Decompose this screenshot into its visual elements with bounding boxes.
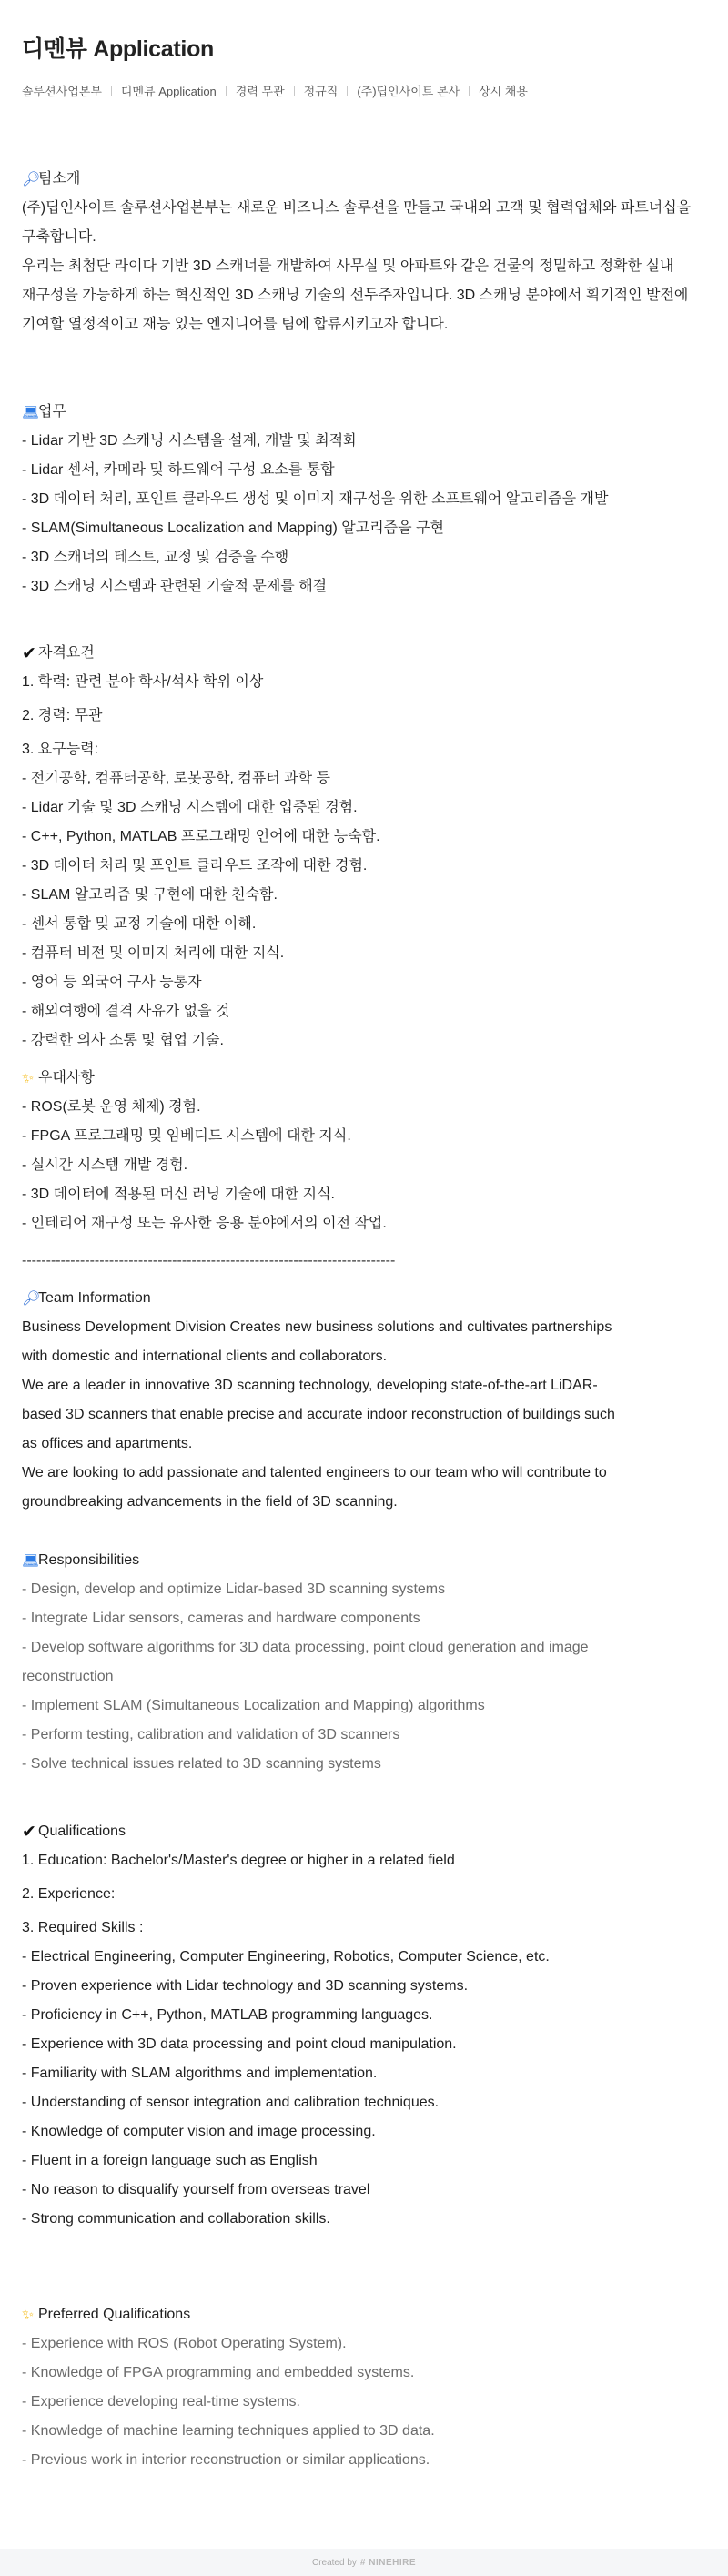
list-item: - Integrate Lidar sensors, cameras and hardware components (22, 1611, 420, 1626)
list-item: - Electrical Engineering, Computer Engineering, Robotics, Computer Science, etc. (22, 1949, 550, 1965)
section-title-preferred-ko (22, 1064, 706, 1093)
list-item: - ROS(로봇 운영 체제) 경험. (22, 1099, 201, 1115)
list-item: - Knowledge of FPGA programming and embedded systems. (22, 2365, 415, 2380)
list-item: - Knowledge of computer vision and image processing. (22, 2124, 376, 2139)
list-item: - 3D 데이터에 적용된 머신 러닝 기술에 대한 지식. (22, 1187, 335, 1202)
meta-divider (469, 86, 470, 96)
paragraph-line: 구축합니다. (22, 229, 96, 245)
list-item: - Experience developing real-time systems. (22, 2394, 300, 2409)
list-item: - Design, develop and optimize Lidar-based 3D scanning systems (22, 1581, 446, 1597)
section-title-text: Qualifications (38, 1823, 126, 1839)
list-item: - 전기공학, 컴퓨터공학, 로봇공학, 컴퓨터 과학 등 (22, 771, 331, 786)
list-item: - Experience with ROS (Robot Operating System). (22, 2336, 347, 2351)
list-item: - 영어 등 외국어 구사 능통자 (22, 975, 202, 990)
paragraph-line: 재구성을 가능하게 하는 혁신적인 3D 스캐닝 기술의 선두주자입니다. 3D 스캐닝 분야에서 획기적인 발전에 (22, 288, 689, 303)
section-title-team-ko (22, 165, 706, 194)
list-item: - SLAM 알고리즘 및 구현에 대한 친숙함. (22, 887, 278, 903)
paragraph-line: with domestic and international clients and collaborators. (22, 1349, 388, 1364)
list-item: - No reason to disqualify yourself from overseas travel (22, 2182, 370, 2197)
meta-divider (111, 86, 112, 96)
section-title-text: 팀소개 (38, 171, 81, 187)
section-title-requirements-ko (22, 639, 706, 668)
list-item: - Proficiency in C++, Python, MATLAB programming languages. (22, 2007, 433, 2023)
list-item: - 인테리어 재구성 또는 유사한 응용 분야에서의 이전 작업. (22, 1216, 387, 1231)
page-header (0, 0, 728, 126)
list-item: - Understanding of sensor integration and calibration techniques. (22, 2095, 440, 2110)
list-item: - 3D 스캐닝 시스템과 관련된 기술적 문제를 해결 (22, 579, 328, 594)
list-item: 1. 학력: 관련 분야 학사/석사 학위 이상 (22, 674, 264, 690)
list-item: - Develop software algorithms for 3D data processing, point cloud generation and image (22, 1640, 589, 1655)
meta-divider (347, 86, 348, 96)
meta-divider (226, 86, 227, 96)
list-item: - Perform testing, calibration and validation of 3D scanners (22, 1727, 400, 1743)
list-item: - 센서 통합 및 교정 기술에 대한 이해. (22, 916, 257, 932)
list-item: - Fluent in a foreign language such as English (22, 2153, 318, 2168)
list-item: - Previous work in interior reconstruction or similar applications. (22, 2452, 430, 2468)
list-item: - 3D 데이터 처리 및 포인트 클라우드 조작에 대한 경험. (22, 858, 368, 874)
section-title-text: 우대사항 (38, 1070, 95, 1086)
ninehire-logo[interactable] (360, 2558, 416, 2568)
footer-brand-name: NINEHIRE (369, 2557, 417, 2568)
meta-employment-type: 정규직 (303, 85, 339, 98)
sparkles-icon: ✨︎ (22, 2306, 35, 2323)
job-meta (22, 82, 706, 99)
list-item: - FPGA 프로그래밍 및 임베디드 시스템에 대한 지식. (22, 1128, 351, 1144)
section-title-text: Team Information (38, 1290, 151, 1306)
section-title-preferred-en (22, 2300, 706, 2329)
list-item: 1. Education: Bachelor's/Master's degree or higher in a related field (22, 1853, 455, 1868)
list-item: - 해외여행에 결격 사유가 없을 것 (22, 1004, 230, 1019)
hash-icon: # (359, 2557, 366, 2568)
list-item: - Implement SLAM (Simultaneous Localization and Mapping) algorithms (22, 1698, 485, 1713)
list-item: - Familiarity with SLAM algorithms and implementation. (22, 2066, 378, 2081)
section-title-team-en (22, 1284, 706, 1313)
list-item: - SLAM(Simultaneous Localization and Mapping) 알고리즘을 구현 (22, 520, 444, 536)
paragraph-line: We are looking to add passionate and talented engineers to our team who will contribute to (22, 1465, 607, 1480)
page-title: 디멘뷰 Application (22, 36, 215, 62)
list-item: - Lidar 기반 3D 스캐닝 시스템을 설계, 개발 및 최적화 (22, 433, 358, 449)
paragraph-line: 우리는 최첨단 라이다 기반 3D 스캐너를 개발하여 사무실 및 아파트와 같은 건물의 정밀하고 정확한 실내 (22, 258, 674, 274)
sparkles-icon: ✨︎ (22, 1069, 35, 1086)
meta-divider (294, 86, 295, 96)
paragraph-line: groundbreaking advancements in the field of 3D scanning. (22, 1494, 398, 1510)
section-divider: ----------------------------------------------------------------------------- (22, 1253, 396, 1268)
list-item: reconstruction (22, 1669, 114, 1684)
laptop-icon: 💻︎ (22, 404, 40, 420)
list-item: 3. 요구능력: (22, 742, 99, 757)
list-item: - C++, Python, MATLAB 프로그래밍 언어에 대한 능숙함. (22, 829, 380, 844)
meta-hiring-period: 상시 채용 (479, 85, 528, 98)
paragraph-line: based 3D scanners that enable precise and accurate indoor reconstruction of buildings such (22, 1407, 615, 1422)
list-item: - Lidar 센서, 카메라 및 하드웨어 구성 요소를 통합 (22, 462, 335, 478)
paragraph-line: (주)딥인사이트 솔루션사업본부는 새로운 비즈니스 솔루션을 만들고 국내외 고객 및 협력업체와 파트너십을 (22, 200, 692, 216)
check-icon: ✔︎ (22, 1822, 36, 1842)
list-item: - Experience with 3D data processing and point cloud manipulation. (22, 2036, 457, 2052)
meta-experience: 경력 무관 (235, 85, 285, 98)
list-item: - Solve technical issues related to 3D scanning systems (22, 1756, 381, 1772)
section-title-text: 자격요건 (38, 645, 95, 661)
meta-division: 솔루션사업본부 (22, 85, 102, 98)
magnifier-icon: 🔎︎ (22, 1289, 41, 1307)
check-icon: ✔︎ (22, 643, 36, 663)
footer-created-by: Created by (311, 2557, 357, 2568)
section-title-text: 업무 (38, 404, 66, 419)
list-item: - 강력한 의사 소통 및 협업 기술. (22, 1033, 224, 1048)
list-item: - 컴퓨터 비전 및 이미지 처리에 대한 지식. (22, 945, 285, 961)
magnifier-icon: 🔎︎ (22, 170, 41, 187)
list-item: 3. Required Skills : (22, 1920, 144, 1935)
list-item: 2. Experience: (22, 1886, 116, 1902)
list-item: - 3D 스캐너의 테스트, 교정 및 검증을 수행 (22, 550, 289, 565)
paragraph-line: as offices and apartments. (22, 1436, 193, 1451)
meta-location: (주)딥인사이트 본사 (357, 85, 460, 98)
list-item: - Strong communication and collaboration skills. (22, 2211, 330, 2227)
list-item: - 3D 데이터 처리, 포인트 클라우드 생성 및 이미지 재구성을 위한 소프트웨어 알고리즘을 개발 (22, 491, 609, 507)
list-item: - Lidar 기술 및 3D 스캐닝 시스템에 대한 입증된 경험. (22, 800, 358, 815)
list-item: - Proven experience with Lidar technology and 3D scanning systems. (22, 1978, 469, 1994)
paragraph-line: 기여할 열정적이고 재능 있는 엔지니어를 팀에 합류시키고자 합니다. (22, 317, 449, 332)
section-title-text: Responsibilities (38, 1552, 140, 1568)
list-item: - 실시간 시스템 개발 경험. (22, 1157, 188, 1173)
job-description (0, 126, 728, 2475)
section-title-qualifications-en (22, 1817, 706, 1846)
paragraph-line: We are a leader in innovative 3D scanning technology, developing state-of-the-art LiDAR- (22, 1378, 598, 1393)
list-item: 2. 경력: 무관 (22, 708, 103, 723)
section-title-text: Preferred Qualifications (38, 2307, 191, 2322)
section-title-responsibilities-en (22, 1546, 706, 1575)
laptop-icon: 💻︎ (22, 1552, 40, 1569)
meta-position: 디멘뷰 Application (120, 85, 217, 98)
list-item: - Knowledge of machine learning techniques applied to 3D data. (22, 2423, 435, 2439)
page-footer (0, 2549, 728, 2576)
paragraph-line: Business Development Division Creates new business solutions and cultivates partnerships (22, 1319, 612, 1335)
section-title-duties-ko (22, 398, 706, 427)
